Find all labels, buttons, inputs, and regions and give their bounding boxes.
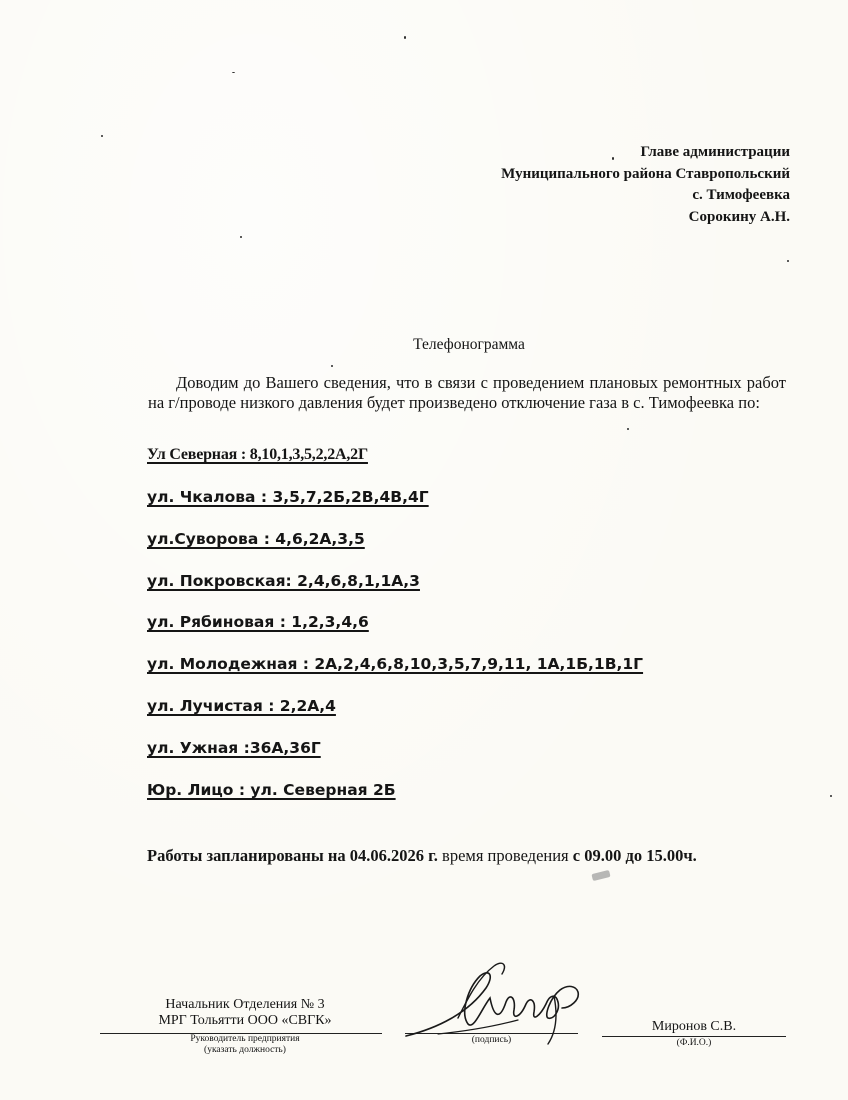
street-item: ул. Рябиновая : 1,2,3,4,6 <box>147 613 369 631</box>
scan-speck <box>404 36 406 39</box>
street-item: Ул Северная : 8,10,1,3,5,2,2А,2Г <box>147 446 368 463</box>
signer-name: Миронов С.В. <box>651 1019 737 1034</box>
addressee-line: Сорокину А.Н. <box>688 208 790 225</box>
street-item: ул. Лучистая : 2,2А,4 <box>147 697 336 715</box>
scan-speck <box>101 135 103 137</box>
scan-speck <box>830 795 832 797</box>
addressee-line: Муниципального района Ставропольский <box>501 165 790 182</box>
schedule-date: Работы запланированы на 04.06.2026 г. <box>147 846 438 865</box>
street-item: ул. Чкалова : 3,5,7,2Б,2В,4В,4Г <box>147 488 429 506</box>
street-item: ул. Молодежная : 2А,2,4,6,8,10,3,5,7,9,11, 1А,1Б,1В,1Г <box>147 655 644 673</box>
street-item: ул. Покровская: 2,4,6,8,1,1А,3 <box>147 572 420 590</box>
handwritten-signature <box>398 958 598 1048</box>
street-item: ул. Ужная :36А,36Г <box>147 739 321 757</box>
name-caption: (Ф.И.О.) <box>676 1038 712 1048</box>
signature-caption: (подпись) <box>471 1035 512 1045</box>
scan-speck <box>232 72 235 73</box>
addressee-line: с. Тимофеевка <box>692 187 790 203</box>
name-underline <box>602 1036 786 1037</box>
schedule-time: с 09.00 до 15.00ч. <box>572 846 697 865</box>
street-item: ул.Суворова : 4,6,2А,3,5 <box>147 530 365 548</box>
position-caption <box>100 1034 390 1056</box>
signer-position-line: Начальник Отделения № 3 <box>165 997 325 1012</box>
scan-speck <box>240 236 242 238</box>
signer-position-line: МРГ Тольятти ООО «СВГК» <box>158 1013 332 1028</box>
position-caption-line: Руководитель предприятия <box>190 1034 300 1044</box>
schedule-text: время проведения <box>437 846 573 865</box>
scan-smudge <box>591 870 610 881</box>
addressee-line: Главе администрации <box>640 144 790 160</box>
signer-position <box>100 997 390 1029</box>
scan-speck <box>787 260 789 262</box>
intro-paragraph: Доводим до Вашего сведения, что в связи с проведением плановых ремонтных работ на г/проводе низкого давления будет произведено отключение газа в с. Тимофеевка по: <box>148 373 786 412</box>
street-item: Юр. Лицо : ул. Северная 2Б <box>147 781 396 799</box>
scan-speck <box>627 428 629 430</box>
scan-speck <box>331 365 333 367</box>
addressee-block <box>501 142 790 228</box>
schedule-line <box>147 846 807 866</box>
position-caption-line: (указать должность) <box>204 1045 286 1055</box>
document-title: Телефонограмма <box>413 336 525 353</box>
